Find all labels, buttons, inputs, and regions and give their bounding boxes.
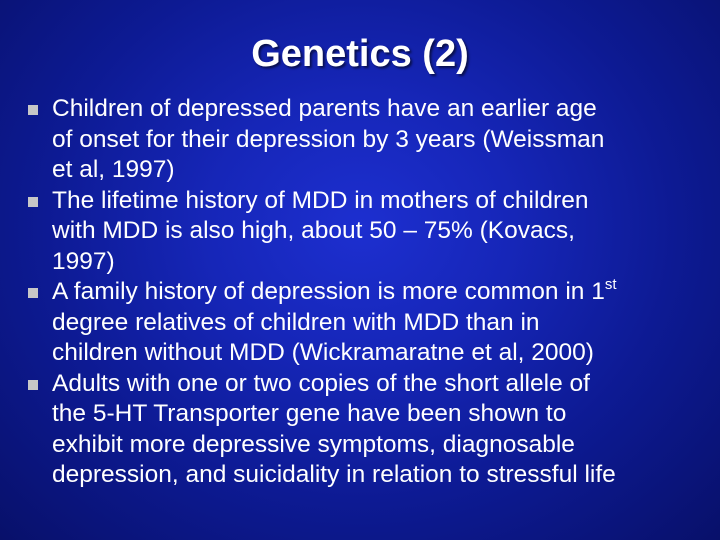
bullet-text: [52, 94, 716, 186]
bullet-line: depression, and suicidality in relation to stressful life: [52, 461, 616, 488]
bullet-line: of onset for their depression by 3 years (Weissman: [52, 125, 605, 153]
bullet-line: with MDD is also high, about 50 – 75% (Kovacs,: [52, 217, 575, 244]
bullet-line: the 5-HT Transporter gene have been shown to: [52, 400, 567, 427]
bullet-line-main: A family history of depression is more common in 1: [52, 278, 605, 305]
bullet-line: 1997): [52, 247, 115, 275]
slide-title: Genetics (2): [251, 33, 469, 75]
bullet-line: children without MDD (Wickramaratne et al, 2000): [52, 339, 594, 366]
bullet-item: [0, 94, 720, 186]
square-bullet-icon: [28, 197, 38, 207]
ordinal-superscript: st: [604, 276, 617, 293]
bullet-line: Adults with one or two copies of the short allele of: [52, 369, 590, 397]
bullet-text: [52, 369, 716, 491]
square-bullet-icon: [28, 288, 38, 298]
square-bullet-icon: [28, 105, 38, 115]
bullet-line: degree relatives of children with MDD than in: [52, 308, 540, 336]
bullet-line: et al, 1997): [52, 156, 175, 183]
bullet-line: [52, 277, 716, 308]
bullet-list: [0, 94, 720, 491]
bullet-item: [0, 186, 720, 278]
square-bullet-icon: [28, 380, 38, 390]
bullet-item: [0, 277, 720, 369]
bullet-item: [0, 369, 720, 491]
bullet-line: Children of depressed parents have an earlier age: [52, 95, 597, 122]
bullet-line: exhibit more depressive symptoms, diagnosable: [52, 430, 575, 458]
bullet-line: The lifetime history of MDD in mothers of children: [52, 186, 589, 214]
bullet-text: [52, 186, 716, 278]
bullet-text: [52, 277, 716, 369]
